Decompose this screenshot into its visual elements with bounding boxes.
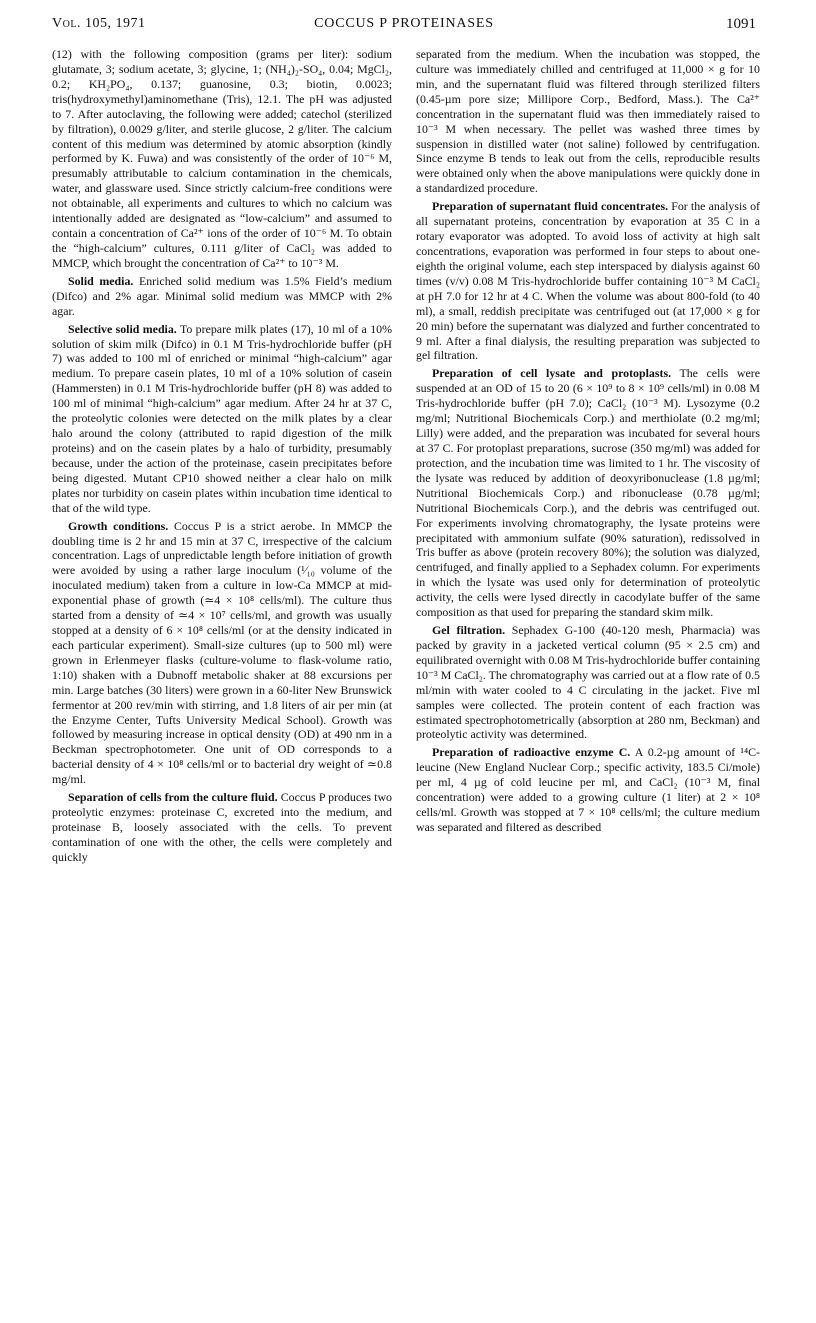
paragraph-solid-media bbox=[52, 274, 392, 319]
paragraph-cell-lysate bbox=[416, 366, 760, 620]
paragraph-growth-conditions bbox=[52, 519, 392, 788]
paragraph-text: separated from the medium. When the incubation was stopped, the culture was immediately chilled and centrifuged at 11,000 × g for 10 min, and the supernatant fluid was filtered through sterilized filters (0.45-µm pore size; Millipore Corp., Bedford, Mass.). The Ca²⁺ concentration in the supernatant fluid was then immediately raised to 10⁻³ M when necessary. The pellet was washed three times by suspension in distilled water (not saline) followed by centrifugation. Since enzyme B tends to leak out from the cells, reproducible results were obtained only when the above manipulations were quickly done in a standardized procedure. bbox=[416, 47, 760, 196]
journal-volume: Vol. 105, 1971 bbox=[52, 16, 146, 31]
section-heading: Gel filtration. bbox=[432, 623, 506, 638]
paragraph-text: A 0.2-µg amount of ¹⁴C-leucine (New England Nuclear Corp.; specific activity, 183.5 Ci/mole) per ml, 4 µg of cold leucine per ml, and CaCl₂ (10⁻³ M, final concentration) were added to a growing culture (1 liter) at 2 × 10⁸ cells/ml. Growth was stopped at 7 × 10⁸ cells/ml; the culture medium was separated and filtered as described bbox=[416, 745, 760, 835]
page-number: 1091 bbox=[726, 16, 756, 32]
paragraph-gel-filtration bbox=[416, 623, 760, 742]
section-heading: Solid media. bbox=[68, 273, 134, 288]
section-heading: Preparation of supernatant fluid concentrates. bbox=[432, 199, 669, 214]
paragraph-text: Coccus P produces two proteolytic enzymes: proteinase C, excreted into the medium, and proteinase B, loosely associated with the cells. To prevent contamination of one with the other, the cells were completely and quickly bbox=[52, 790, 392, 864]
right-column bbox=[416, 47, 760, 835]
paragraph-separation-continued bbox=[416, 47, 760, 196]
paragraph-text: The cells were suspended at an OD of 15 to 20 (6 × 10⁹ to 8 × 10⁹ cells/ml) in 0.08 M Tris-hydrochloride buffer (pH 7.0); CaCl₂ (10⁻³ M). Lysozyme (0.2 mg/ml; Nutritional Biochemicals Corp.) and merthiolate (0.2 mg/ml; Lilly) were added, and the preparation was incubated for several hours at 37 C. For protoplast preparations, sucrose (350 mg/ml) was added for protection, and the incubation time was limited to 1 hr. The viscosity of the lysate was reduced by addition of deoxyribonuclease (1.8 µg/ml; Nutritional Biochemicals Corp.) and ribonuclease (0.78 µg/ml; Nutritional Biochemicals Corp.), and the debris was centrifuged out. For experiments involving chromatography, the lysate proteins were precipitated with ammonium sulfate (90% saturation), redissolved in Tris buffer as above (protein recovery 80%); the solution was dialyzed, centrifuged, and finally applied to a Sephadex column. For experiments in which the lysate was used only for determination of proteolytic activity, the cells were lysed directly in cacodylate buffer of the same composition as that used for preparing the standard skim milk. bbox=[416, 366, 760, 620]
paragraph-selective-solid-media bbox=[52, 322, 392, 516]
paragraph-text: For the analysis of all supernatant proteins, concentration by evaporation at 35 C in a rotary evaporator was adopted. To avoid loss of activity at high salt concentrations, evaporation was performed in four steps to about one-eighth the original volume, each step interspaced by dialysis against 60 times (v/v) 0.08 M Tris-hydrochloride buffer containing 10⁻³ M CaCl₂ at pH 7.0 for 12 hr at 4 C. When the volume was about 800-fold (to 40 ml), a small, reddish precipitate was centrifuged out (at 17,000 × g for 20 min) before the supernatant was dialyzed and further concentrated to 9 ml. After a final dialysis, the resulting preparation was subjected to gel filtration. bbox=[416, 199, 760, 363]
paragraph-supernatant-concentrates bbox=[416, 199, 760, 363]
section-heading: Growth conditions. bbox=[68, 518, 169, 533]
page-header bbox=[52, 16, 756, 40]
left-column bbox=[52, 47, 392, 865]
paragraph-text: To prepare milk plates (17), 10 ml of a 10% solution of skim milk (Difco) in 0.1 M Tris-hydrochloride buffer (pH 7) was added to 100 ml of enriched or minimal “high-calcium” agar medium. To prepare casein plates, 10 ml of a 10% solution of casein (Hammersten) in 0.1 M Tris-hydrochloride buffer (pH 8) was added to 100 ml of minimal “high-calcium” agar medium. After 24 hr at 37 C, the proteolytic colonies were detected on the milk plates by a clear halo around the colony (attributed to rapid digestion of the milk proteins) and on the casein plates by a halo of turbidity, presumably because, under the action of the proteinase, casein precipitates before being digested. Mutant CP10 showed neither a clear halo on milk plates nor turbidity on casein plates within incubation time identical to that of the wild type. bbox=[52, 321, 392, 515]
paragraph-medium-composition bbox=[52, 47, 392, 271]
paragraph-text: Coccus P is a strict aerobe. In MMCP the doubling time is 2 hr and 15 min at 37 C, irrespective of the calcium concentration. Lags of unpredictable length before initiation of growth were avoided by using a rather large inoculum (¹⁄₁₀ volume of the inoculated medium) taken from a culture in low-Ca MMCP at mid-exponential phase of growth (≃4 × 10⁸ cells/ml). The culture thus started from a density of ≃4 × 10⁷ cells/ml, and growth was usually stopped at a density of 6 × 10⁸ cells/ml (or at the density indicated in each particular experiment). Small-size cultures (up to 500 ml) were grown in Erlenmeyer flasks (culture-volume to flask-volume ratio, 1:10) shaken with a Dubnoff metabolic shaker at 88 excursions per min. Large batches (30 liters) were grown in a 60-liter New Brunswick fermentor at 200 rev/min with stirring, and 1.8 liters of air per min (at the Enzyme Center, Tufts University Medical School). Growth was followed by measuring increase in optical density (OD) at 490 nm in a Beckman spectrophotometer. One unit of OD corresponds to a bacterial density of 4 × 10⁸ cells/ml or to bacterial dry weight of ≃0.8 mg/ml. bbox=[52, 518, 392, 787]
section-heading: Separation of cells from the culture fluid. bbox=[68, 790, 278, 805]
section-heading: Preparation of cell lysate and protoplasts. bbox=[432, 366, 672, 381]
section-heading: Preparation of radioactive enzyme C. bbox=[432, 745, 631, 760]
paragraph-separation-of-cells bbox=[52, 790, 392, 865]
paragraph-text: (12) with the following composition (grams per liter): sodium glutamate, 3; sodium acetate, 3; glycine, 1; (NH₄)₂-SO₄, 0.04; MgCl₂, 0.2; KH₂PO₄, 0.137; guanosine, 0.3; biotin, 0.0023; tris(hydroxymethyl)aminomethane (Tris), 12.1. The pH was adjusted to 7. After autoclaving, the following were added; catechol (sterilized by filtration), 0.0029 g/liter, and sterile glucose, 2 g/liter. The calcium content of this medium was determined by atomic absorption (kindly performed by K. Fuwa) and was consistently of the order of 10⁻⁶ M, presumably attributable to calcium contamination in the chemicals, water, and glassware used. Since strictly calcium-free conditions were not obtainable, all experiments and cultures to which no calcium was intentionally added are designated as “low-calcium” and assumed to contain a concentration of Ca²⁺ ions of the order of 10⁻⁶ M. To obtain the “high-calcium” cultures, 0.111 g/liter of CaCl₂ was added to MMCP, which brought the concentration of Ca²⁺ to 10⁻³ M. bbox=[52, 47, 392, 270]
paragraph-radioactive-enzyme bbox=[416, 745, 760, 835]
paragraph-text: Sephadex G-100 (40-120 mesh, Pharmacia) was packed by gravity in a jacketed vertical column (95 × 2.5 cm) and equilibrated overnight with 0.08 M Tris-hydrochloride buffer containing 10⁻³ M CaCl₂. The chromatography was carried out at a flow rate of 0.5 ml/min with water cooled to 4 C circulating in the jacket. Five ml samples were collected. The protein content of each fraction was estimated spectrophotometrically (absorption at 280 nm, Beckman) and proteolytic activity was determined. bbox=[416, 623, 760, 742]
running-title: COCCUS P PROTEINASES bbox=[314, 16, 494, 31]
section-heading: Selective solid media. bbox=[68, 321, 177, 336]
paragraph-text: Enriched solid medium was 1.5% Field’s medium (Difco) and 2% agar. Minimal solid medium was MMCP with 2% agar. bbox=[52, 273, 392, 318]
